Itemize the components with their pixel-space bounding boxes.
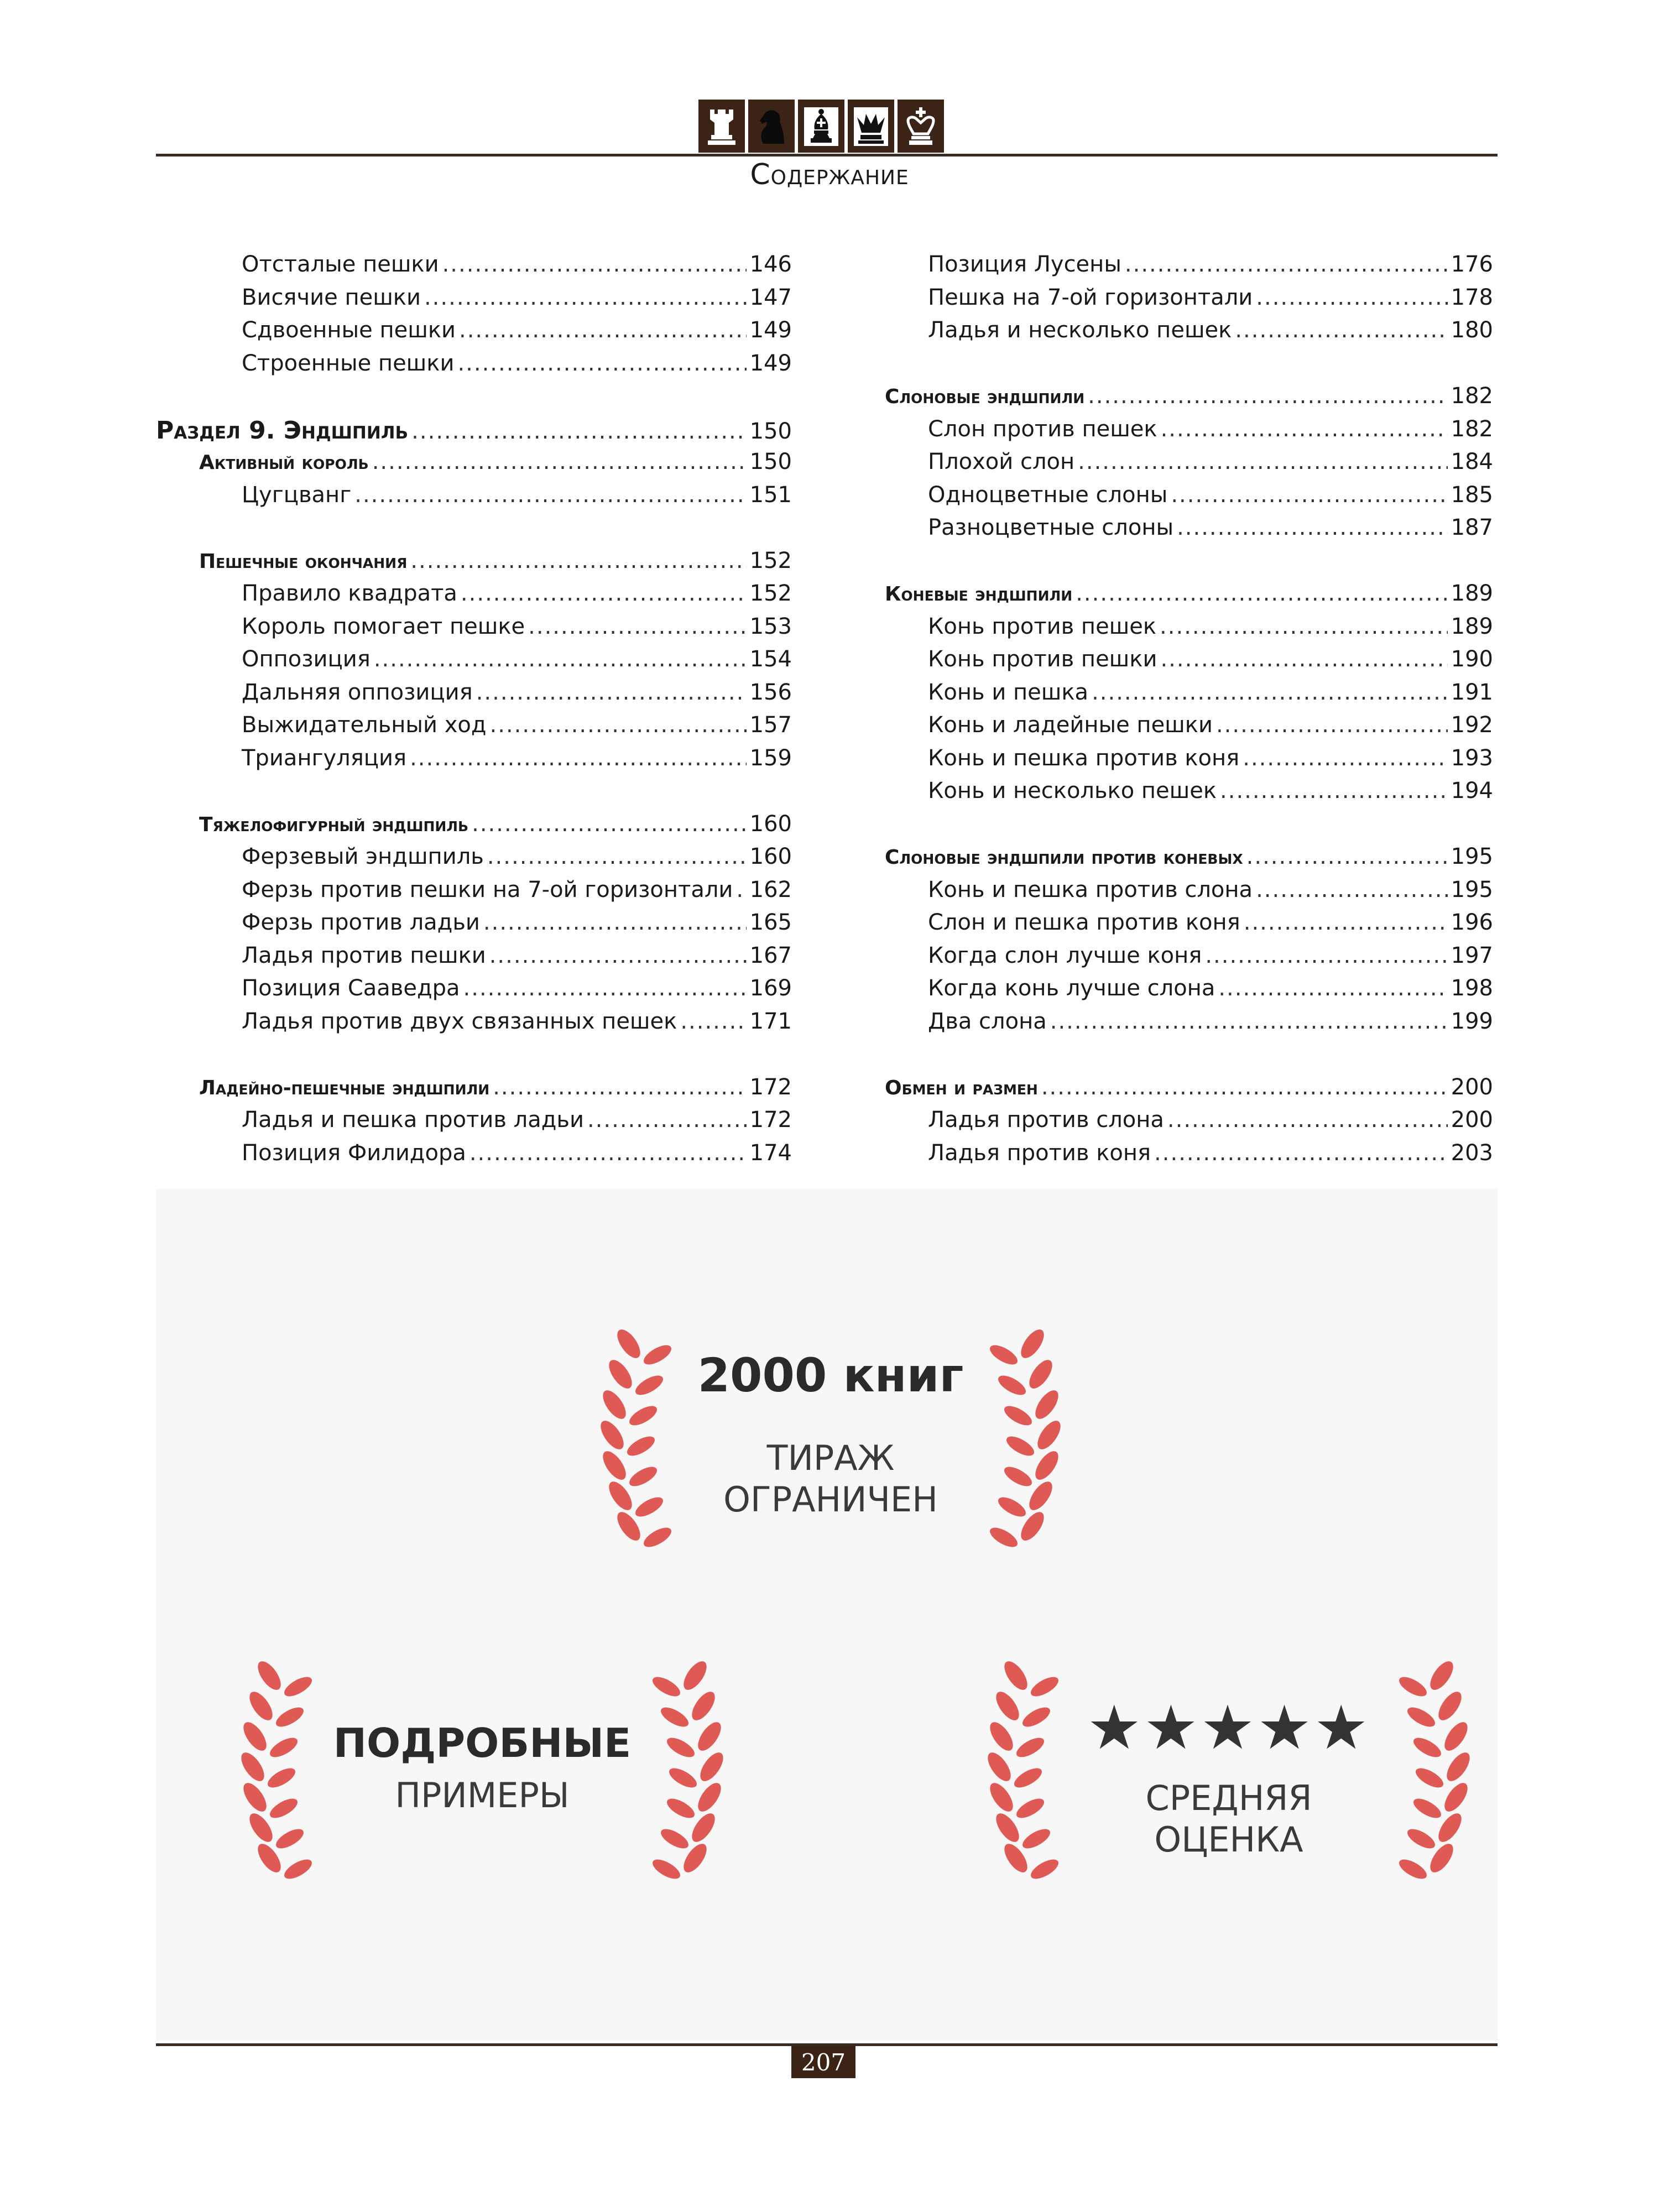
toc-entry-page: 199 xyxy=(1451,1008,1493,1034)
toc-entry[interactable] xyxy=(885,975,1493,1009)
toc-entry-page: 189 xyxy=(1451,581,1493,606)
toc-spacer xyxy=(885,811,1493,844)
toc-entry-page: 189 xyxy=(1451,613,1493,639)
toc-leader-dots xyxy=(587,1107,747,1133)
toc-entry-page: 156 xyxy=(749,679,792,705)
toc-entry-title: Когда слон лучше коня xyxy=(928,942,1202,968)
toc-chapter-heading[interactable] xyxy=(885,581,1493,614)
toc-entry-title: Коневые эндшпили xyxy=(885,583,1073,606)
toc-entry-title: Позиция Филидора xyxy=(242,1140,466,1166)
laurel-wreath-icon xyxy=(983,1653,1475,1897)
toc-part-heading[interactable] xyxy=(156,416,792,450)
toc-entry[interactable] xyxy=(885,680,1493,713)
toc-leader-dots xyxy=(442,252,747,277)
toc-entry-page: 146 xyxy=(749,252,792,277)
toc-entry[interactable] xyxy=(156,1107,792,1140)
toc-leader-dots xyxy=(1125,252,1448,277)
toc-entry-title: Ладья против коня xyxy=(928,1140,1151,1166)
laurel-leaf xyxy=(1001,1402,1035,1430)
toc-entry-page: 192 xyxy=(1451,712,1493,738)
toc-chapter-heading[interactable] xyxy=(156,1074,792,1108)
toc-spacer xyxy=(885,351,1493,384)
toc-leader-dots xyxy=(457,351,746,376)
toc-leader-dots xyxy=(459,317,747,343)
header-rule xyxy=(156,154,1498,156)
toc-entry-title: Оппозиция xyxy=(242,646,371,672)
toc-leader-dots xyxy=(1076,581,1447,606)
toc-leader-dots xyxy=(1050,1009,1448,1034)
toc-spacer xyxy=(156,1041,792,1074)
toc-entry-page: 147 xyxy=(749,284,792,310)
toc-entry[interactable] xyxy=(885,416,1493,450)
badge-average-rating xyxy=(983,1653,1475,1897)
toc-entry-title: Одноцветные слоны xyxy=(928,482,1168,508)
toc-entry-title: Конь против пешки xyxy=(928,646,1157,672)
toc-entry-title: Два слона xyxy=(928,1008,1047,1034)
toc-leader-dots xyxy=(1092,680,1448,705)
laurel-leaf xyxy=(1426,1657,1457,1693)
laurel-leaf xyxy=(281,1673,315,1700)
toc-entry-page: 193 xyxy=(1451,745,1493,771)
toc-leader-dots xyxy=(1154,1140,1448,1166)
laurel-leaf xyxy=(658,1825,691,1853)
toc-leader-dots xyxy=(1220,778,1448,804)
laurel-leaf xyxy=(273,1825,306,1853)
toc-chapter-heading[interactable] xyxy=(885,383,1493,416)
toc-entry-title: Обмен и размен xyxy=(885,1076,1038,1099)
laurel-leaf xyxy=(281,1856,315,1883)
toc-entry-page: 157 xyxy=(749,712,792,738)
toc-leader-dots xyxy=(372,449,747,474)
toc-entry[interactable] xyxy=(156,646,792,680)
toc-entry-page: 203 xyxy=(1451,1140,1493,1166)
toc-entry-page: 200 xyxy=(1451,1074,1493,1100)
toc-entry-title: Ладья против слона xyxy=(928,1107,1164,1133)
toc-entry-title: Слоновые эндшпили против коневых xyxy=(885,846,1243,869)
toc-entry[interactable] xyxy=(156,910,792,943)
toc-leader-dots xyxy=(410,745,747,771)
toc-entry[interactable] xyxy=(885,252,1493,285)
toc-leader-dots xyxy=(1246,844,1448,869)
toc-chapter-heading[interactable] xyxy=(156,548,792,581)
toc-entry-page: 176 xyxy=(1451,252,1493,277)
toc-leader-dots xyxy=(424,285,747,310)
badge-line2: ОГРАНИЧЕН xyxy=(723,1479,938,1520)
toc-entry-page: 197 xyxy=(1451,942,1493,968)
toc-entry[interactable] xyxy=(885,943,1493,976)
toc-entry-title: Ладья и пешка против ладьи xyxy=(242,1107,584,1133)
toc-entry-page: 149 xyxy=(749,317,792,343)
toc-entry-title: Слон против пешек xyxy=(928,416,1157,442)
toc-spacer xyxy=(156,383,792,416)
toc-entry[interactable] xyxy=(885,910,1493,943)
toc-entry-page: 187 xyxy=(1451,515,1493,540)
toc-entry-page: 172 xyxy=(749,1107,792,1133)
laurel-leaf xyxy=(650,1673,683,1700)
toc-leader-dots xyxy=(411,419,746,444)
toc-leader-dots xyxy=(490,712,747,738)
toc-entry-title: Отсталые пешки xyxy=(242,252,439,277)
toc-entry-title: Раздел 9. Эндшпиль xyxy=(156,416,409,445)
toc-leader-dots xyxy=(680,1009,746,1034)
badge-limited-edition xyxy=(596,1322,1066,1565)
toc-entry-page: 151 xyxy=(749,482,792,508)
toc-entry-page: 172 xyxy=(749,1074,792,1100)
toc-entry[interactable] xyxy=(156,285,792,318)
toc-entry-title: Разноцветные слоны xyxy=(928,515,1174,540)
toc-entry-title: Выжидательный ход xyxy=(242,712,487,738)
toc-entry-title: Конь против пешек xyxy=(928,613,1157,639)
badge-line2: ПРИМЕРЫ xyxy=(395,1775,570,1815)
toc-entry-title: Слоновые эндшпили xyxy=(885,385,1085,408)
toc-entry-page: 182 xyxy=(1451,383,1493,409)
toc-entry-title: Слон и пешка против коня xyxy=(928,910,1240,935)
laurel-leaf xyxy=(627,1402,660,1430)
toc-leader-dots xyxy=(354,482,746,508)
toc-entry[interactable] xyxy=(156,844,792,877)
toc-leader-dots xyxy=(1256,285,1447,310)
toc-entry-title: Когда конь лучше слона xyxy=(928,975,1215,1001)
toc-entry-page: 196 xyxy=(1451,910,1493,935)
toc-entry-page: 152 xyxy=(749,581,792,606)
toc-entry-title: Позиция Лусены xyxy=(928,252,1121,277)
toc-spacer xyxy=(156,778,792,811)
toc-entry-page: 169 xyxy=(749,975,792,1001)
toc-entry-title: Позиция Сааведра xyxy=(242,975,460,1001)
toc-entry-title: Плохой слон xyxy=(928,449,1075,474)
toc-entry-title: Ладейно-пешечные эндшпили xyxy=(199,1076,490,1099)
toc-entry[interactable] xyxy=(156,614,792,647)
toc-entry-page: 190 xyxy=(1451,646,1493,672)
toc-entry-page: 167 xyxy=(749,942,792,968)
toc-entry-page: 200 xyxy=(1451,1107,1493,1133)
toc-entry-page: 185 xyxy=(1451,482,1493,508)
laurel-leaf xyxy=(1000,1657,1031,1693)
toc-entry[interactable] xyxy=(885,515,1493,548)
toc-entry-page: 195 xyxy=(1451,877,1493,902)
toc-leader-dots xyxy=(1256,877,1448,902)
page-number: 207 xyxy=(791,2046,855,2078)
toc-leader-dots xyxy=(410,548,746,573)
toc-entry[interactable] xyxy=(156,943,792,976)
badge-line1: ПОДРОБНЫЕ xyxy=(333,1720,632,1766)
toc-entry[interactable] xyxy=(885,285,1493,318)
laurel-leaf xyxy=(650,1856,683,1883)
toc-entry[interactable] xyxy=(156,1009,792,1042)
toc-entry-page: 154 xyxy=(749,646,792,672)
badge-line1: СРЕДНЯЯ xyxy=(1145,1778,1312,1818)
toc-entry[interactable] xyxy=(885,449,1493,482)
promo-panel xyxy=(156,1189,1498,2041)
toc-entry[interactable] xyxy=(156,877,792,910)
toc-leader-dots xyxy=(1177,515,1448,540)
toc-entry[interactable] xyxy=(156,712,792,745)
badge-line2: ОЦЕНКА xyxy=(1154,1819,1303,1860)
toc-leader-dots xyxy=(736,877,746,902)
toc-entry[interactable] xyxy=(156,1140,792,1173)
toc-entry-page: 160 xyxy=(749,844,792,869)
toc-spacer xyxy=(885,548,1493,581)
toc-leader-dots xyxy=(1078,449,1447,474)
laurel-leaf xyxy=(253,1657,285,1693)
toc-entry-page: 194 xyxy=(1451,778,1493,804)
toc-chapter-heading[interactable] xyxy=(885,1074,1493,1108)
toc-entry[interactable] xyxy=(156,351,792,384)
toc-entry[interactable] xyxy=(156,482,792,515)
toc-spacer xyxy=(885,1041,1493,1074)
badge-line1: ТИРАЖ xyxy=(766,1438,895,1478)
toc-leader-dots xyxy=(1160,646,1447,672)
toc-entry-title: Ферзь против ладьи xyxy=(242,910,480,935)
toc-entry-title: Сдвоенные пешки xyxy=(242,317,456,343)
badge-detailed-examples xyxy=(236,1653,728,1897)
toc-entry-page: 153 xyxy=(749,613,792,639)
toc-entry[interactable] xyxy=(885,646,1493,680)
toc-leader-dots xyxy=(1088,383,1448,409)
toc-spacer xyxy=(156,515,792,548)
toc-entry-title: Пешечные окончания xyxy=(199,550,408,573)
toc-leader-dots xyxy=(1216,712,1448,738)
toc-entry-page: 150 xyxy=(749,449,792,474)
toc-leader-dots xyxy=(463,975,747,1001)
star-rating-icon: ★★★★★ xyxy=(1087,1692,1371,1763)
toc-entry[interactable] xyxy=(885,1140,1493,1173)
toc-leader-dots xyxy=(489,943,747,968)
toc-leader-dots xyxy=(528,614,746,639)
toc-entry-page: 162 xyxy=(749,877,792,902)
toc-entry[interactable] xyxy=(156,317,792,351)
toc-leader-dots xyxy=(469,1140,747,1166)
toc-entry[interactable] xyxy=(885,614,1493,647)
toc-entry-page: 178 xyxy=(1451,284,1493,310)
toc-entry-page: 180 xyxy=(1451,317,1493,343)
toc-leader-dots xyxy=(1171,482,1447,508)
toc-entry-title: Ладья против пешки xyxy=(242,942,486,968)
laurel-leaf xyxy=(687,1688,719,1724)
toc-entry[interactable] xyxy=(885,482,1493,515)
laurel-leaf xyxy=(641,1524,674,1551)
toc-entry[interactable] xyxy=(156,745,792,779)
toc-entry-title: Висячие пешки xyxy=(242,284,421,310)
toc-leader-dots xyxy=(1205,943,1447,968)
toc-entry[interactable] xyxy=(885,745,1493,779)
page-title: Содержание xyxy=(750,158,909,191)
toc-leader-dots xyxy=(1218,975,1447,1001)
laurel-leaf xyxy=(987,1524,1020,1551)
toc-leader-dots xyxy=(1160,614,1448,639)
toc-entry-page: 198 xyxy=(1451,975,1493,1001)
toc-leader-dots xyxy=(1161,416,1448,442)
rook-icon xyxy=(698,100,745,153)
toc-leader-dots xyxy=(1041,1074,1448,1100)
queen-icon xyxy=(848,100,894,153)
toc-entry-title: Строенные пешки xyxy=(242,350,455,376)
toc-entry-title: Конь и несколько пешек xyxy=(928,778,1217,804)
toc-entry[interactable] xyxy=(885,778,1493,811)
toc-entry-title: Ладья против двух связанных пешек xyxy=(242,1008,677,1034)
toc-leader-dots xyxy=(472,811,747,837)
toc-entry-title: Конь и пешка xyxy=(928,679,1089,705)
toc-entry-page: 184 xyxy=(1451,449,1493,474)
toc-entry-title: Ферзевый эндшпиль xyxy=(242,844,484,869)
toc-right-column xyxy=(885,252,1493,1173)
toc-leader-dots xyxy=(483,910,747,935)
toc-entry-title: Дальняя оппозиция xyxy=(242,679,473,705)
toc-entry-title: Триангуляция xyxy=(242,745,407,771)
toc-leader-dots xyxy=(476,680,747,705)
toc-entry[interactable] xyxy=(156,680,792,713)
toc-leader-dots xyxy=(1167,1107,1448,1133)
toc-entry[interactable] xyxy=(885,1009,1493,1042)
toc-entry-title: Король помогает пешке xyxy=(242,613,525,639)
toc-entry[interactable] xyxy=(156,252,792,285)
toc-entry-page: 149 xyxy=(749,350,792,376)
toc-entry-title: Ладья и несколько пешек xyxy=(928,317,1232,343)
toc-leader-dots xyxy=(1235,317,1447,343)
king-icon xyxy=(898,100,944,153)
toc-entry-page: 150 xyxy=(749,418,792,444)
toc-entry-title: Пешка на 7-ой горизонтали xyxy=(928,284,1253,310)
toc-entry-title: Конь и ладейные пешки xyxy=(928,712,1213,738)
toc-leader-dots xyxy=(1244,910,1448,935)
bishop-icon xyxy=(798,100,844,153)
toc-entry-page: 191 xyxy=(1451,679,1493,705)
toc-entry-page: 182 xyxy=(1451,416,1493,442)
toc-entry-title: Цугцванг xyxy=(242,482,352,508)
toc-entry[interactable] xyxy=(156,581,792,614)
chess-icons-row xyxy=(698,100,944,153)
toc-entry-page: 174 xyxy=(749,1140,792,1166)
toc-entry[interactable] xyxy=(885,317,1493,351)
toc-entry-title: Тяжелофигурный эндшпиль xyxy=(199,813,469,836)
toc-entry-page: 195 xyxy=(1451,844,1493,869)
toc-leader-dots xyxy=(374,646,747,672)
toc-entry-title: Правило квадрата xyxy=(242,581,457,606)
toc-chapter-heading[interactable] xyxy=(156,811,792,844)
toc-entry-page: 159 xyxy=(749,745,792,771)
toc-entry[interactable] xyxy=(156,975,792,1009)
toc-entry-page: 165 xyxy=(749,910,792,935)
toc-left-column xyxy=(156,252,792,1173)
toc-entry-page: 160 xyxy=(749,811,792,837)
toc-entry-title: Конь и пешка против коня xyxy=(928,745,1240,771)
toc-leader-dots xyxy=(1243,745,1447,771)
laurel-leaf xyxy=(679,1657,711,1693)
toc-leader-dots xyxy=(461,581,747,606)
toc-entry-title: Ферзь против пешки на 7-ой горизонтали xyxy=(242,877,733,902)
toc-leader-dots xyxy=(487,844,747,869)
toc-entry-page: 152 xyxy=(749,547,792,573)
toc-entry[interactable] xyxy=(885,877,1493,910)
toc-entry[interactable] xyxy=(885,712,1493,745)
laurel-leaf xyxy=(245,1688,276,1724)
toc-entry-title: Конь и пешка против слона xyxy=(928,877,1253,902)
toc-entry-title: Активный король xyxy=(199,451,369,474)
knight-icon xyxy=(748,100,795,153)
toc-leader-dots xyxy=(493,1074,746,1100)
badge-title: 2000 книг xyxy=(697,1348,964,1402)
toc-entry-page: 171 xyxy=(749,1008,792,1034)
toc-entry[interactable] xyxy=(885,1107,1493,1140)
toc-chapter-heading[interactable] xyxy=(885,844,1493,877)
toc-chapter-heading[interactable] xyxy=(156,449,792,482)
